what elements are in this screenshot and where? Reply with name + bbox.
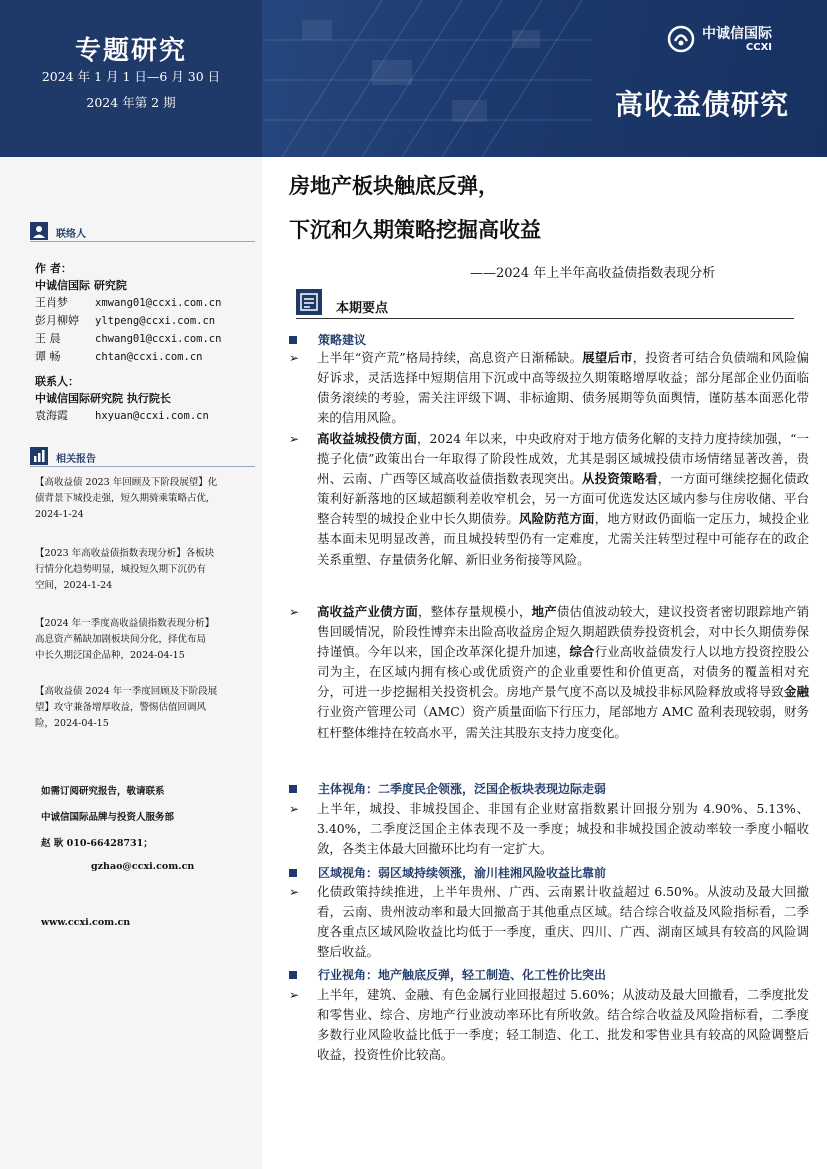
logo-en-text: CCXI (745, 41, 772, 53)
emphasis-text: 高收益城投债方面 (317, 431, 418, 446)
body-text: 债估值波动较大，建议投资者密切跟踪地产销售回暖情况，阶段性博弈未出险高收益房企短久期超跌债券投资机会，对中长久期债券保持谨慎。今年以来，国企改革深化提升加速， (317, 604, 810, 660)
date-range: 2024 年 1 月 1 日—6 月 30 日 (41, 69, 221, 84)
report-title-line1: 房地产板块触底反弹， (289, 174, 499, 198)
related-report-line: 空间，2024-1-24 (35, 580, 113, 591)
section-bullet (289, 336, 297, 344)
authors-label: 作 者： (35, 262, 72, 275)
related-header (30, 447, 255, 467)
arrow-bullet-icon: ➢ (289, 802, 300, 816)
body-text: ，2024 年以来，中央政府对于地方债务化解的支持力度持续加强，“一揽子化债”政策出台一年取得了阶段性成效，尤其是弱区域城投债市场情绪显著改善，贵州、云南、广西等区域高收益债指数表现突出。 (317, 431, 810, 487)
related-report-line: 2024-1-24 (35, 509, 84, 520)
related-report-line: 行情分化趋势明显，城投短久期下沉仍有 (35, 564, 207, 575)
paragraph-text (317, 985, 809, 1065)
emphasis-text: 高收益产业债方面 (317, 604, 418, 619)
section-heading (289, 331, 366, 348)
summary-header (296, 289, 794, 319)
ccxi-logo (666, 24, 772, 54)
emphasis-text: 从投资策略看 (582, 471, 658, 487)
body-text: 上半年“资产荒”格局持续，高息资产日渐稀缺。 (317, 350, 583, 365)
related-report-item[interactable] (35, 475, 235, 523)
body-text: 上半年，建筑、金融、有色金属行业回报超过 5.60%；从波动及最大回撤看，二季度批发和零售业、综合、房地产行业波动率环比有所收敛。结合综合收益及风险指标看，二季度多数行业风险收益比低于一季度；轻工制造、化工、批发和零售业具有较高的风险调整后收益，投资性价比较高。 (317, 987, 809, 1063)
related-report-line: 【2023 年高收益债指数表现分析】各板块 (35, 548, 215, 559)
author-name: 王 晨 (35, 332, 61, 345)
related-report-line: 望】攻守兼备增厚收益，警惕估值回调风 (35, 702, 207, 713)
related-report-line: 【2024 年一季度高收益债指数表现分析】 (35, 618, 215, 629)
section-heading-text: 策略建议 (318, 333, 367, 347)
report-subtitle: ——2024 年上半年高收益债指数表现分析 (470, 266, 716, 281)
paragraph-text (317, 882, 809, 962)
author-name: 王肖梦 (35, 296, 68, 309)
paragraph (289, 602, 809, 743)
section-heading-text: 主体视角：二季度民企领涨，泛国企板块表现边际走弱 (318, 782, 607, 796)
contact-org: 中诚信国际研究院 执行院长 (35, 392, 171, 405)
service-dept: 中诚信国际品牌与投资人服务部 (41, 812, 175, 823)
related-report-line: 【高收益债 2023 年回顾及下阶段展望】化 (35, 477, 218, 488)
section-heading-text: 区域视角：弱区域持续领涨，渝川桂湘风险收益比靠前 (318, 866, 607, 880)
summary-icon (296, 289, 322, 315)
arrow-bullet-icon: ➢ (289, 432, 300, 446)
author-row (35, 348, 221, 366)
body-text: 上半年，城投、非城投国企、非国有企业财富指数累计回报分别为 4.90%、5.13%、3.40%，二季度泛国企主体表现不及一季度；城投和非城投国企波动率较一季度小幅收敛，各类主体最大回撤环比均有一定扩大。 (317, 801, 809, 857)
emphasis-text: 风险防范方面 (518, 511, 595, 527)
paragraph (289, 348, 809, 428)
section-title: 高收益债研究 (614, 88, 789, 121)
author-email[interactable]: chwang01@ccxi.com.cn (95, 333, 222, 345)
emphasis-text: 地产 (531, 604, 557, 619)
author-row (35, 312, 221, 330)
author-name: 谭 畅 (35, 350, 61, 363)
contacts-header (30, 222, 255, 242)
section-heading (289, 966, 606, 983)
author-row (35, 294, 221, 312)
contact-person-block (35, 373, 209, 425)
related-report-line: 【高收益债 2024 年一季度回顾及下阶段展 (35, 686, 218, 697)
section-bullet (289, 971, 297, 979)
paragraph (289, 985, 809, 1065)
report-title-line2: 下沉和久期策略挖掘高收益 (289, 218, 541, 242)
paragraph-text (317, 799, 809, 859)
emphasis-text: 展望后市 (582, 350, 633, 365)
author-name: 彭月柳婷 (35, 314, 79, 327)
issue-number: 2024 年第 2 期 (86, 95, 176, 110)
arrow-bullet-icon: ➢ (289, 988, 300, 1002)
related-report-item[interactable] (35, 616, 235, 664)
author-email[interactable]: chtan@ccxi.com.cn (95, 351, 203, 363)
ccxi-logo-mark-icon (666, 24, 696, 54)
section-bullet (289, 869, 297, 877)
related-report-item[interactable] (35, 546, 235, 594)
authors-org: 中诚信国际 研究院 (35, 279, 127, 292)
contact-name: 袁海霞 (35, 409, 68, 422)
section-heading (289, 864, 606, 881)
summary-label: 本期要点 (336, 301, 389, 316)
paragraph-text (317, 348, 809, 428)
related-report-line: 债背景下城投走强，短久期骑乘策略占优, (35, 493, 210, 504)
related-report-line: 中长久期泛国企品种，2024-04-15 (35, 650, 185, 661)
emphasis-text: 综合 (569, 644, 595, 660)
website-link[interactable]: www.ccxi.com.cn (41, 917, 131, 928)
body-text: 行业高收益债发行人以地方投资控股公司为主，在区域内拥有核心或优质资产的企业重要性和价值更高，对债务的覆盖相对充分，可进一步挖掘相关投资机会。房地产景气度不高以及城投非标风险释放或将导致 (317, 644, 810, 700)
subscribe-note: 如需订阅研究报告，敬请联系 (41, 786, 165, 797)
service-email[interactable]: gzhao@ccxi.com.cn (91, 861, 195, 872)
contact-person-label: 联系人： (35, 375, 79, 388)
contacts-icon (30, 222, 48, 240)
body-text: ，投资者可结合负债端和风险偏好诉求，灵活选择中短期信用下沉或中高等级拉久期策略增厚收益；部分尾部企业仍面临债务滚续的考验，需关注评级下调、非标逾期、债务展期等负面舆情，谨防基本面恶化带来的信用风险。 (317, 350, 810, 426)
contacts-label: 联络人 (56, 229, 86, 240)
body-text: 化债政策持续推进，上半年贵州、广西、云南累计收益超过 6.50%。从波动及最大回撤看，云南、贵州波动率和最大回撤高于其他重点区域。结合综合收益及风险指标看，二季度各重点区域风险收益比均低于一季度，重庆、四川、广西、湖南区域具有较高的风险调整后收益。 (317, 884, 809, 960)
service-phone: 赵 耿 010-66428731； (41, 838, 153, 849)
related-report-line: 险，2024-04-15 (35, 718, 109, 729)
paragraph (289, 429, 809, 570)
paragraph (289, 799, 809, 859)
arrow-bullet-icon: ➢ (289, 885, 300, 899)
author-email[interactable]: yltpeng@ccxi.com.cn (95, 315, 216, 327)
body-text: ，整体存量规模小， (417, 604, 532, 619)
author-row (35, 330, 221, 348)
section-heading-text: 行业视角：地产触底反弹，轻工制造、化工性价比突出 (318, 968, 607, 982)
paragraph (289, 882, 809, 962)
logo-cn-text: 中诚信国际 (702, 25, 772, 42)
related-report-line: 高息资产稀缺加剧板块间分化，择优布局 (35, 634, 207, 645)
paragraph-text (317, 602, 809, 743)
related-report-item[interactable] (35, 684, 235, 732)
arrow-bullet-icon: ➢ (289, 605, 300, 619)
paragraph-text (317, 429, 809, 570)
author-email[interactable]: xmwang01@ccxi.com.cn (95, 297, 222, 309)
related-reports-icon (30, 447, 48, 465)
doc-type: 专题研究 (74, 36, 187, 66)
related-label: 相关报告 (56, 454, 96, 465)
section-heading (289, 780, 606, 797)
body-text: ，一方面可继续挖掘化债政策利好新落地的区域超额利差收窄机会，另一方面可优选发达区域内参与住房收储、平台整合转型的城投企业中长久期债券。 (317, 471, 810, 527)
contact-email[interactable]: hxyuan@ccxi.com.cn (95, 410, 209, 422)
authors-block (35, 260, 221, 366)
body-text: ，地方财政仍面临一定压力，城投企业基本面未见明显改善，而且城投转型仍有一定难度，尤需关注转型过程中可能存在的政企关系重塑、存量债务化解、新旧业务衔接等风险。 (317, 511, 810, 567)
section-bullet (289, 785, 297, 793)
arrow-bullet-icon: ➢ (289, 351, 300, 365)
emphasis-text: 金融 (784, 684, 810, 700)
body-text: 行业资产管理公司（AMC）资产质量面临下行压力，尾部地方 AMC 盈利表现较弱，财务杠杆整体维持在较高水平，需关注其股东支持力度变化。 (317, 704, 809, 740)
